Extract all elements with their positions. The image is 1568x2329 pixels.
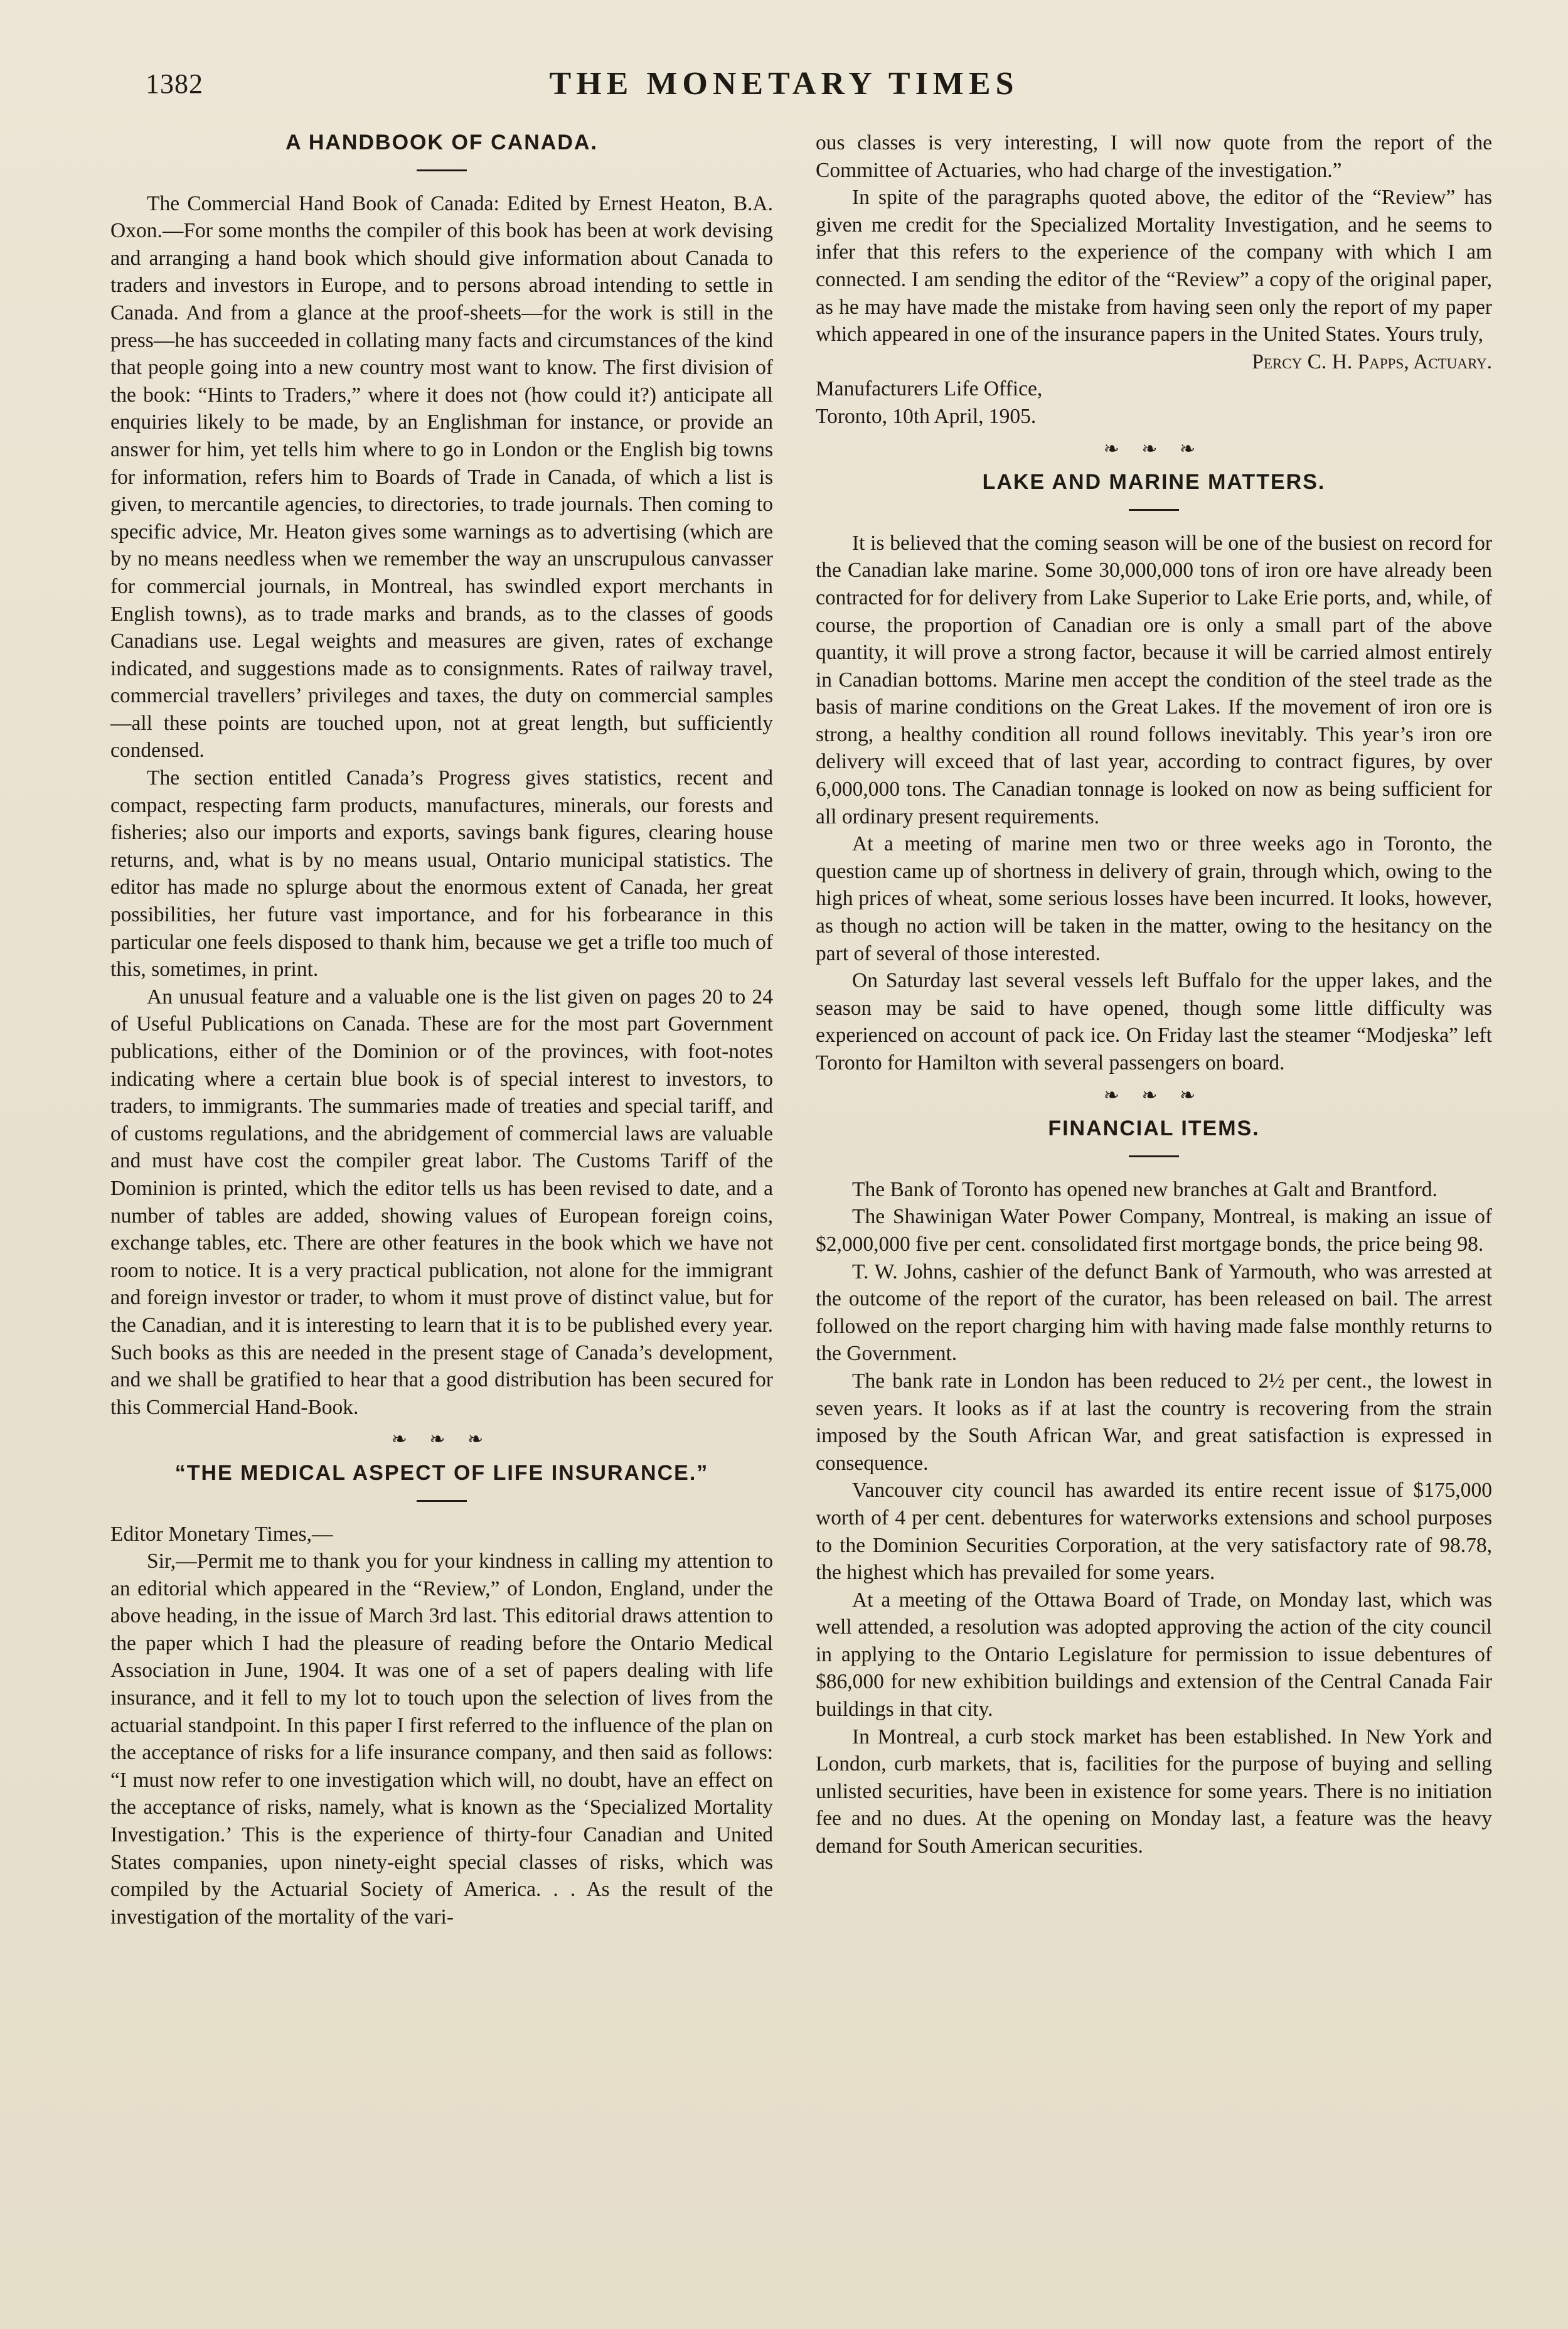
heading-rule [1129, 1155, 1179, 1157]
medical-paragraph-2: In spite of the paragraphs quoted above, the editor of the “Review” has given me credit for the Specialized Mortality Investigation, and he seems to infer that this refers to the experience of the company with which I am connected. I am sending the editor of the “Review” a copy of the original paper, as he may have made the mistake from having seen only the report of my paper which appeared in one of the insurance papers in the United States. Yours truly, [816, 186, 1492, 346]
lake-paragraph-2: At a meeting of marine men two or three weeks ago in Toronto, the question came up of shortness in delivery of grain, through which, owing to the high prices of wheat, some serious losses have been incurred. It looks, however, as though no action will be taken in the matter, owing to the hesitancy on the part of several of those interested. [816, 832, 1492, 965]
financial-item-2: The Shawinigan Water Power Company, Montreal, is making an issue of $2,000,000 five per cent. consolidated first mortgage bonds, the price being 98. [816, 1205, 1492, 1256]
masthead-title: THE MONETARY TIMES [549, 66, 1019, 102]
financial-item-7: In Montreal, a curb stock market has been established. In New York and London, curb markets, that is, facilities for the purpose of buying and selling unlisted securities, have been in existence for some years. There is no initiation fee and no dues. At the opening on Monday last, a feature was the heavy demand for South American securities. [816, 1725, 1492, 1858]
letter-office: Manufacturers Life Office, [816, 377, 1043, 401]
right-column [816, 129, 1492, 1860]
lake-paragraph-3: On Saturday last several vessels left Buffalo for the upper lakes, and the season may be said to have opened, though some little difficulty was experienced on account of pack ice. On Friday last the steamer “Modjeska” left Toronto for Hamilton with several passengers on board. [816, 969, 1492, 1074]
handbook-paragraph-1: The Commercial Hand Book of Canada: Edited by Ernest Heaton, B.A. Oxon.—For some months the compiler of this book has been at work devising and arranging a hand book which should give information about Canada to traders and investors in Europe, and to persons abroad intending to settle in Canada. And from a glance at the proof-sheets—for the work is still in the press—he has succeeded in collating many facts and circumstances of the kind that people going into a new country most want to know. The first division of the book: “Hints to Traders,” where it does not (how could it?) anticipate all enquiries likely to be made, by an Englishman for instance, or provide an answer for him, yet tells him where to go in London or the English big towns for information, refers him to Boards of Trade in Canada, of which a list is given, to mercantile agencies, to directories, to trade journals. Then coming to specific advice, Mr. Heaton gives some warnings as to advertising (which are by no means needless when we remember the way an unscrupulous canvasser for commercial journals, in Montreal, has swindled export merchants in English towns), as to trade marks and brands, as to the classes of goods Canadians use. Legal weights and measures are given, rates of exchange indicated, and suggestions made as to consignments. Rates of railway travel, commercial travellers’ privileges and taxes, the duty on commercial samples—all these points are touched upon, not at great length, but sufficiently condensed. [110, 191, 773, 763]
section-ornament: ❧ ❧ ❧ [1103, 438, 1205, 459]
section-ornament: ❧ ❧ ❧ [1103, 1084, 1205, 1106]
heading-rule [1129, 509, 1179, 511]
financial-item-3: T. W. Johns, cashier of the defunct Bank of Yarmouth, who was arrested at the outcome of the report of the curator, has been released on bail. The arrest followed on the report charging him with having made false monthly returns to the Government. [816, 1260, 1492, 1366]
letter-salutation: Editor Monetary Times,— [110, 1522, 333, 1546]
left-column [110, 129, 773, 1930]
lake-paragraph-1: It is believed that the coming season will be one of the busiest on record for the Canadian lake marine. Some 30,000,000 tons of iron ore have already been contracted for for delivery from Lake Superior to Lake Erie ports, and, while, of course, the proportion of Canadian ore is only a small part of the above quantity, it will prove a strong factor, because it will be carried almost entirely in Canadian bottoms. Marine men accept the condition of the steel trade as the basis of marine conditions on the Great Lakes. If the movement of iron ore is strong, a healthy condition all round follows inevitably. This year’s iron ore delivery will exceed that of last year, according to contract figures, by over 6,000,000 tons. The Canadian tonnage is looked on now as being sufficient for all ordinary present requirements. [816, 531, 1492, 828]
medical-paragraph-cont: ous classes is very interesting, I will now quote from the report of the Committee of Actuaries, who had charge of the investigation.” [816, 131, 1492, 182]
handbook-paragraph-2: The section entitled Canada’s Progress gives statistics, recent and compact, respecting farm products, manufactures, minerals, our forests and fisheries; also our imports and exports, savings bank figures, clearing house returns, and, what is by no means usual, Ontario municipal statistics. The editor has made no splurge about the enormous extent of Canada, her great possibilities, her future vast importance, and for his forbearance in this particular one feels disposed to thank him, because we get a trifle too much of this, sometimes, in print. [110, 766, 773, 982]
lake-heading: LAKE AND MARINE MATTERS. [982, 470, 1326, 495]
letter-place-date: Toronto, 10th April, 1905. [816, 404, 1037, 428]
handbook-paragraph-3: An unusual feature and a valuable one is the list given on pages 20 to 24 of Useful Publications on Canada. These are for the most part Government publications, either of the Dominion or of the provinces, with foot-notes indicating where a certain blue book is of special interest to investors, to traders, to immigrants. The summaries made of treaties and special tariff, and of customs regulations, and the abridgement of commercial laws are valuable and must have cost the compiler great labor. The Customs Tariff of the Dominion is printed, which the editor tells us has been revised to date, and a number of tables are added, showing values of European foreign coins, exchange tables, etc. There are other features in the book which we have not room to notice. It is a very practical publication, not alone for the immigrant and foreign investor or trader, to whom it must prove of distinct value, but for the Canadian, and it is interesting to learn that it is to be published every year. Such books as this are needed in the present stage of Canada’s development, and we shall be gratified to hear that a good distribution has been secured for this Commercial Hand-Book. [110, 985, 773, 1419]
handbook-heading: A HANDBOOK OF CANADA. [285, 131, 598, 154]
letter-signature: Percy C. H. Papps, Actuary. [1252, 350, 1492, 373]
financial-item-6: At a meeting of the Ottawa Board of Trade, on Monday last, which was well attended, a resolution was adopted approving the action of the city council in applying to the Ontario Legislature for permission to issue debentures of $86,000 for new exhibition buildings and extension of the Central Canada Fair buildings in that city. [816, 1588, 1492, 1721]
financial-item-1: The Bank of Toronto has opened new branches at Galt and Brantford. [852, 1177, 1437, 1201]
page-number: 1382 [146, 68, 203, 99]
medical-paragraph-1: Sir,—Permit me to thank you for your kindness in calling my attention to an editorial which appeared in the “Review,” of London, England, under the above heading, in the issue of March 3rd last. This editorial draws attention to the paper which I had the pleasure of reading before the Ontario Medical Association in June, 1904. It was one of a set of papers dealing with life insurance, and it fell to my lot to touch upon the selection of lives from the actuarial standpoint. In this paper I first referred to the influence of the plan on the acceptance of risks for a life insurance company, and then said as follows: “I must now refer to one investigation which will, no doubt, have an effect on the acceptance of risks, namely, what is known as the ‘Specialized Mortality Investigation.’ This is the experience of thirty-four Canadian and United States companies, upon ninety-eight special classes of risks, which was compiled by the Actuarial Society of America. . . As the result of the investigation of the mortality of the vari- [110, 1550, 773, 1929]
financial-item-4: The bank rate in London has been reduced to 2½ per cent., the lowest in seven years. It looks as if at last the country is recovering from the strain imposed by the South African War, and great satisfaction is expressed in consequence. [816, 1369, 1492, 1475]
financial-heading: FINANCIAL ITEMS. [1048, 1116, 1260, 1141]
section-ornament: ❧ ❧ ❧ [391, 1429, 493, 1450]
heading-rule [417, 169, 467, 171]
medical-heading: “THE MEDICAL ASPECT OF LIFE INSURANCE.” [174, 1460, 709, 1485]
financial-item-5: Vancouver city council has awarded its entire recent issue of $175,000 worth of 4 per cent. debentures for waterworks extensions and school purposes to the Dominion Securities Corporation, at the very satisfactory rate of 98.78, the highest which has prevailed for some years. [816, 1479, 1492, 1585]
heading-rule [417, 1500, 467, 1502]
